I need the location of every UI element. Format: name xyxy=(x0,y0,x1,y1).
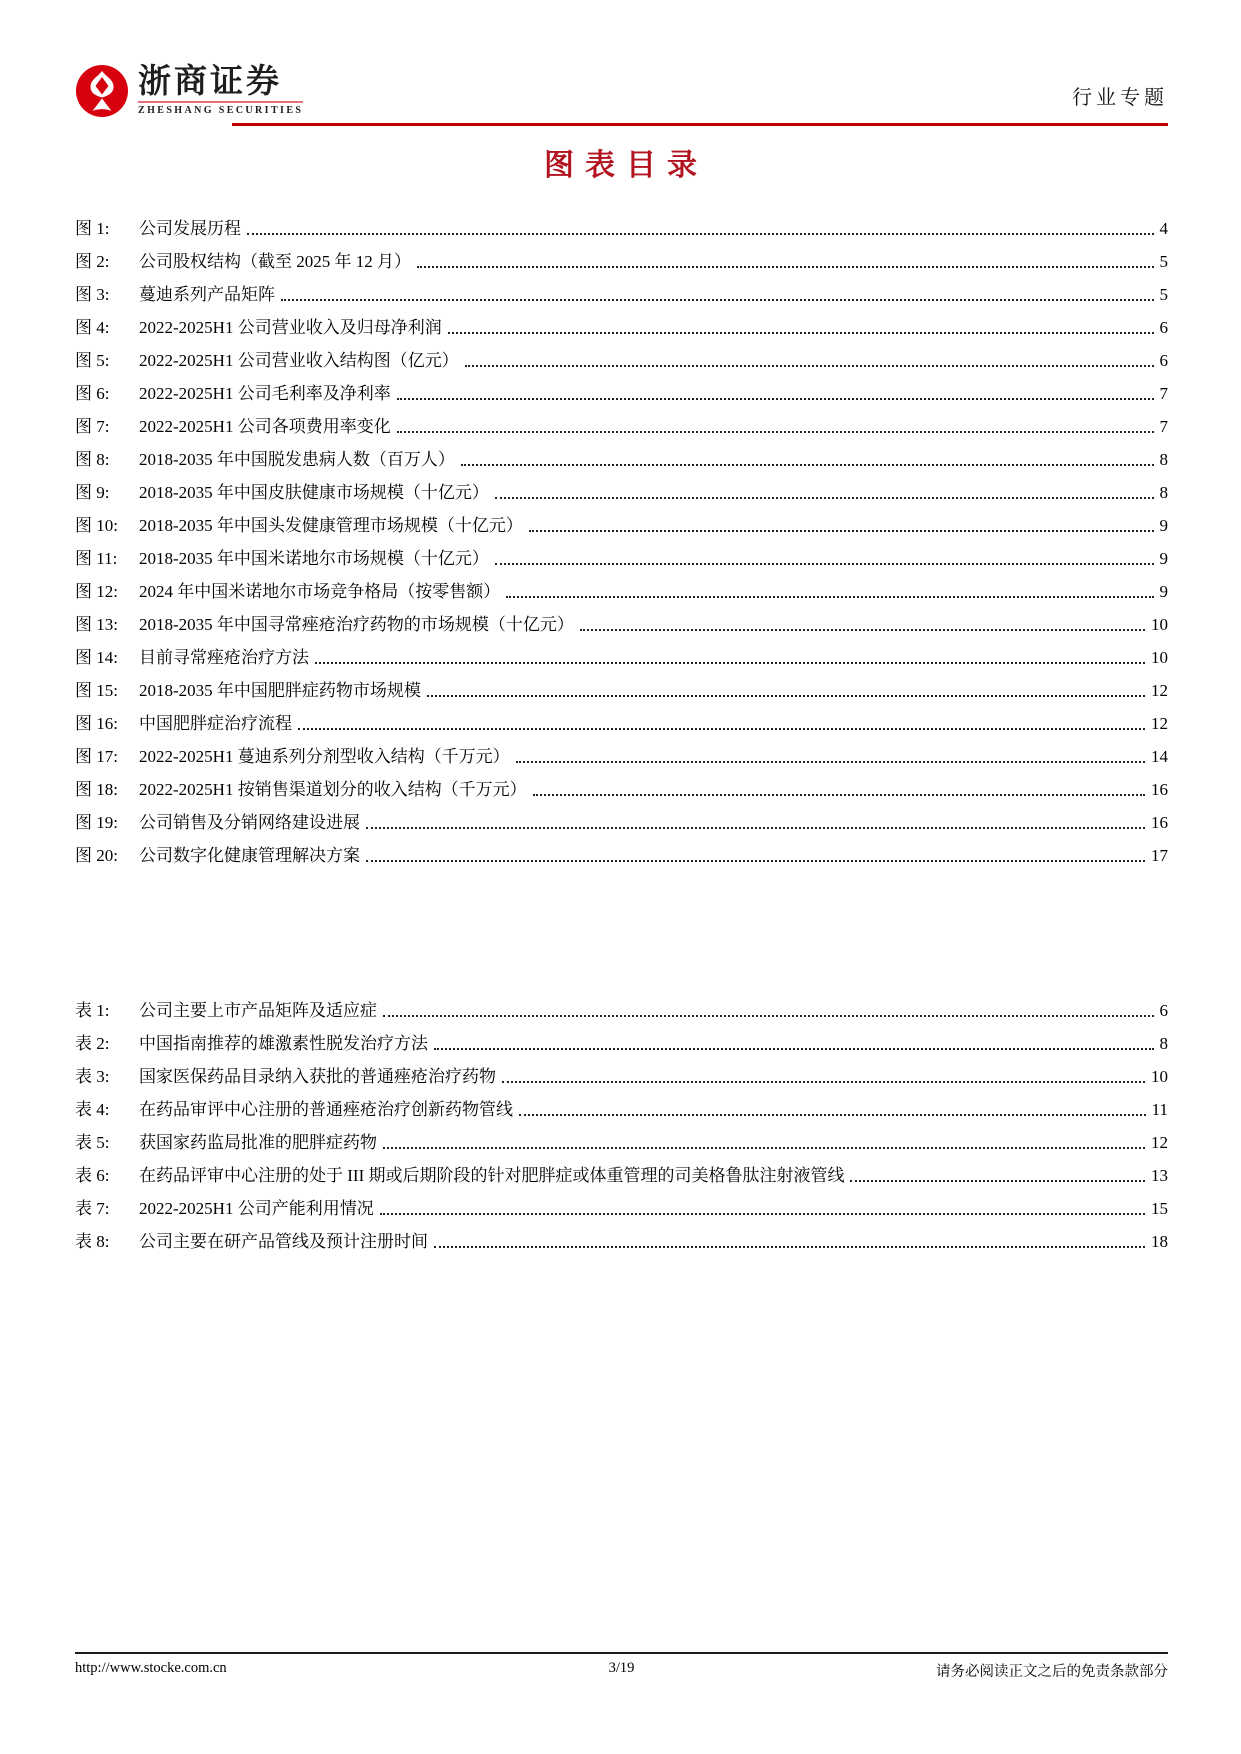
toc-entry-page: 9 xyxy=(1159,582,1168,602)
toc-figure-row[interactable] xyxy=(75,767,1168,800)
toc-entry-label: 图 10: xyxy=(75,516,118,536)
toc-figure-row[interactable] xyxy=(75,701,1168,734)
toc-entry-title: 2018-2035 年中国肥胖症药物市场规模 xyxy=(139,681,421,701)
toc-dot-leader xyxy=(380,1213,1145,1215)
toc-entry-label: 表 6: xyxy=(75,1166,110,1186)
toc-entry-page: 7 xyxy=(1159,384,1168,404)
toc-table-row[interactable] xyxy=(75,1219,1168,1252)
brand-name-cn: 浙商证券 xyxy=(138,62,282,99)
toc-entry-title: 公司主要上市产品矩阵及适应症 xyxy=(139,1001,377,1021)
footer-website-link[interactable]: http://www.stocke.com.cn xyxy=(75,1660,227,1676)
toc-entry-label: 表 1: xyxy=(75,1001,110,1021)
toc-dot-leader xyxy=(850,1180,1145,1182)
toc-dot-leader xyxy=(502,1081,1145,1083)
toc-entry-title: 2022-2025H1 公司毛利率及净利率 xyxy=(139,384,391,404)
toc-entry-label: 图 1: xyxy=(75,219,110,239)
toc-entry-title: 公司发展历程 xyxy=(139,219,241,239)
toc-entry-title: 2022-2025H1 公司产能利用情况 xyxy=(139,1199,374,1219)
toc-entry-page: 16 xyxy=(1151,780,1168,800)
toc-entry-title: 中国指南推荐的雄激素性脱发治疗方法 xyxy=(139,1034,428,1054)
toc-table-row[interactable] xyxy=(75,1153,1168,1186)
footer-page-indicator: 3/19 xyxy=(608,1660,635,1676)
toc-dot-leader xyxy=(495,563,1154,565)
toc-figure-row[interactable] xyxy=(75,404,1168,437)
toc-entry-label: 图 2: xyxy=(75,252,110,272)
toc-dot-leader xyxy=(434,1246,1145,1248)
toc-entry-label: 图 11: xyxy=(75,549,118,569)
toc-entry-page: 8 xyxy=(1159,450,1168,470)
toc-entry-label: 表 8: xyxy=(75,1232,110,1252)
toc-figure-row[interactable] xyxy=(75,305,1168,338)
figures-toc-list xyxy=(75,206,1168,866)
toc-entry-page: 12 xyxy=(1151,714,1168,734)
toc-entry-page: 6 xyxy=(1159,318,1168,338)
toc-dot-leader xyxy=(427,695,1145,697)
toc-entry-page: 17 xyxy=(1151,846,1168,866)
toc-entry-label: 图 19: xyxy=(75,813,118,833)
toc-figure-row[interactable] xyxy=(75,338,1168,371)
toc-figure-row[interactable] xyxy=(75,371,1168,404)
toc-figure-row[interactable] xyxy=(75,569,1168,602)
toc-entry-title: 国家医保药品目录纳入获批的普通痤疮治疗药物 xyxy=(139,1067,496,1087)
toc-figure-row[interactable] xyxy=(75,833,1168,866)
toc-entry-page: 7 xyxy=(1159,417,1168,437)
toc-figure-row[interactable] xyxy=(75,668,1168,701)
report-header xyxy=(75,64,1168,126)
toc-entry-label: 图 3: xyxy=(75,285,110,305)
toc-entry-title: 中国肥胖症治疗流程 xyxy=(139,714,292,734)
toc-entry-title: 在药品评审中心注册的处于 III 期或后期阶段的针对肥胖症或体重管理的司美格鲁肽注射液管线 xyxy=(139,1166,845,1186)
toc-entry-page: 13 xyxy=(1151,1166,1168,1186)
zheshang-logo xyxy=(75,64,303,118)
toc-entry-label: 表 3: xyxy=(75,1067,110,1087)
toc-entry-label: 图 7: xyxy=(75,417,110,437)
toc-dot-leader xyxy=(397,431,1154,433)
toc-entry-label: 图 8: xyxy=(75,450,110,470)
toc-entry-label: 图 15: xyxy=(75,681,118,701)
toc-dot-leader xyxy=(519,1114,1146,1116)
toc-entry-title: 2018-2035 年中国头发健康管理市场规模（十亿元） xyxy=(139,516,523,536)
toc-entry-page: 12 xyxy=(1151,1133,1168,1153)
toc-dot-leader xyxy=(298,728,1145,730)
toc-entry-label: 图 18: xyxy=(75,780,118,800)
toc-dot-leader xyxy=(397,398,1154,400)
toc-dot-leader xyxy=(247,233,1154,235)
toc-entry-label: 表 4: xyxy=(75,1100,110,1120)
toc-entry-page: 12 xyxy=(1151,681,1168,701)
toc-dot-leader xyxy=(516,761,1145,763)
toc-entry-title: 蔓迪系列产品矩阵 xyxy=(139,285,275,305)
toc-entry-title: 公司股权结构（截至 2025 年 12 月） xyxy=(139,252,411,272)
toc-table-row[interactable] xyxy=(75,1087,1168,1120)
toc-dot-leader xyxy=(383,1015,1154,1017)
toc-dot-leader xyxy=(366,860,1145,862)
toc-dot-leader xyxy=(495,497,1154,499)
toc-entry-title: 公司销售及分销网络建设进展 xyxy=(139,813,360,833)
toc-entry-title: 2022-2025H1 公司营业收入及归母净利润 xyxy=(139,318,442,338)
toc-entry-page: 10 xyxy=(1151,615,1168,635)
toc-entry-page: 14 xyxy=(1151,747,1168,767)
toc-dot-leader xyxy=(417,266,1154,268)
toc-entry-title: 2024 年中国米诺地尔市场竞争格局（按零售额） xyxy=(139,582,501,602)
footer-disclaimer: 请务必阅读正文之后的免责条款部分 xyxy=(936,1664,1168,1680)
toc-entry-page: 8 xyxy=(1159,483,1168,503)
toc-dot-leader xyxy=(366,827,1145,829)
toc-table-row[interactable] xyxy=(75,1186,1168,1219)
report-footer xyxy=(75,1660,1168,1680)
toc-dot-leader xyxy=(506,596,1153,598)
header-divider xyxy=(232,123,1168,126)
toc-dot-leader xyxy=(448,332,1154,334)
toc-figure-row[interactable] xyxy=(75,437,1168,470)
toc-entry-page: 5 xyxy=(1159,285,1168,305)
toc-figure-row[interactable] xyxy=(75,635,1168,668)
report-type-label: 行业专题 xyxy=(1072,87,1168,109)
toc-entry-title: 获国家药监局批准的肥胖症药物 xyxy=(139,1133,377,1153)
toc-entry-title: 目前寻常痤疮治疗方法 xyxy=(139,648,309,668)
toc-entry-title: 公司主要在研产品管线及预计注册时间 xyxy=(139,1232,428,1252)
toc-figure-row[interactable] xyxy=(75,734,1168,767)
toc-entry-title: 2022-2025H1 公司营业收入结构图（亿元） xyxy=(139,351,459,371)
toc-entry-page: 10 xyxy=(1151,1067,1168,1087)
toc-figure-row[interactable] xyxy=(75,800,1168,833)
toc-entry-label: 图 6: xyxy=(75,384,110,404)
toc-dot-leader xyxy=(529,530,1154,532)
toc-entry-title: 在药品审评中心注册的普通痤疮治疗创新药物管线 xyxy=(139,1100,513,1120)
toc-entry-label: 图 14: xyxy=(75,648,118,668)
toc-dot-leader xyxy=(281,299,1154,301)
toc-entry-page: 9 xyxy=(1159,549,1168,569)
toc-entry-label: 表 7: xyxy=(75,1199,110,1219)
toc-entry-title: 公司数字化健康管理解决方案 xyxy=(139,846,360,866)
toc-entry-page: 6 xyxy=(1159,1001,1168,1021)
toc-entry-page: 6 xyxy=(1159,351,1168,371)
toc-figure-row[interactable] xyxy=(75,470,1168,503)
brand-name-en: ZHESHANG SECURITIES xyxy=(138,101,303,116)
toc-entry-title: 2018-2035 年中国寻常痤疮治疗药物的市场规模（十亿元） xyxy=(139,615,574,635)
toc-entry-page: 4 xyxy=(1159,219,1168,239)
toc-dot-leader xyxy=(580,629,1145,631)
toc-entry-page: 15 xyxy=(1151,1199,1168,1219)
toc-entry-page: 8 xyxy=(1159,1034,1168,1054)
toc-table-row[interactable] xyxy=(75,1120,1168,1153)
toc-entry-title: 2018-2035 年中国皮肤健康市场规模（十亿元） xyxy=(139,483,489,503)
toc-figure-row[interactable] xyxy=(75,503,1168,536)
toc-entry-page: 16 xyxy=(1151,813,1168,833)
toc-entry-title: 2022-2025H1 蔓迪系列分剂型收入结构（千万元） xyxy=(139,747,510,767)
toc-dot-leader xyxy=(465,365,1154,367)
toc-entry-page: 9 xyxy=(1159,516,1168,536)
toc-entry-page: 5 xyxy=(1159,252,1168,272)
toc-entry-title: 2018-2035 年中国米诺地尔市场规模（十亿元） xyxy=(139,549,489,569)
toc-entry-label: 图 13: xyxy=(75,615,118,635)
toc-entry-label: 图 16: xyxy=(75,714,118,734)
toc-entry-title: 2022-2025H1 公司各项费用率变化 xyxy=(139,417,391,437)
toc-dot-leader xyxy=(383,1147,1145,1149)
toc-table-row[interactable] xyxy=(75,1021,1168,1054)
toc-table-row[interactable] xyxy=(75,988,1168,1021)
footer-divider xyxy=(75,1652,1168,1654)
toc-figure-row[interactable] xyxy=(75,536,1168,569)
toc-dot-leader xyxy=(434,1048,1154,1050)
toc-entry-page: 18 xyxy=(1151,1232,1168,1252)
toc-entry-label: 图 12: xyxy=(75,582,118,602)
tables-toc-list xyxy=(75,988,1168,1252)
toc-entry-page: 10 xyxy=(1151,648,1168,668)
toc-dot-leader xyxy=(461,464,1154,466)
toc-dot-leader xyxy=(315,662,1145,664)
toc-entry-label: 表 5: xyxy=(75,1133,110,1153)
toc-entry-label: 图 20: xyxy=(75,846,118,866)
toc-entry-label: 图 4: xyxy=(75,318,110,338)
toc-entry-label: 图 5: xyxy=(75,351,110,371)
toc-entry-label: 图 9: xyxy=(75,483,110,503)
toc-entry-label: 图 17: xyxy=(75,747,118,767)
toc-table-row[interactable] xyxy=(75,1054,1168,1087)
toc-figure-row[interactable] xyxy=(75,239,1168,272)
toc-entry-title: 2022-2025H1 按销售渠道划分的收入结构（千万元） xyxy=(139,780,527,800)
toc-figure-row[interactable] xyxy=(75,272,1168,305)
toc-entry-label: 表 2: xyxy=(75,1034,110,1054)
page-title: 图表目录 xyxy=(544,149,708,182)
toc-figure-row[interactable] xyxy=(75,206,1168,239)
logo-text xyxy=(138,64,303,116)
toc-entry-title: 2018-2035 年中国脱发患病人数（百万人） xyxy=(139,450,455,470)
zheshang-emblem-icon xyxy=(75,64,129,118)
toc-dot-leader xyxy=(533,794,1145,796)
toc-figure-row[interactable] xyxy=(75,602,1168,635)
toc-entry-page: 11 xyxy=(1151,1100,1168,1120)
